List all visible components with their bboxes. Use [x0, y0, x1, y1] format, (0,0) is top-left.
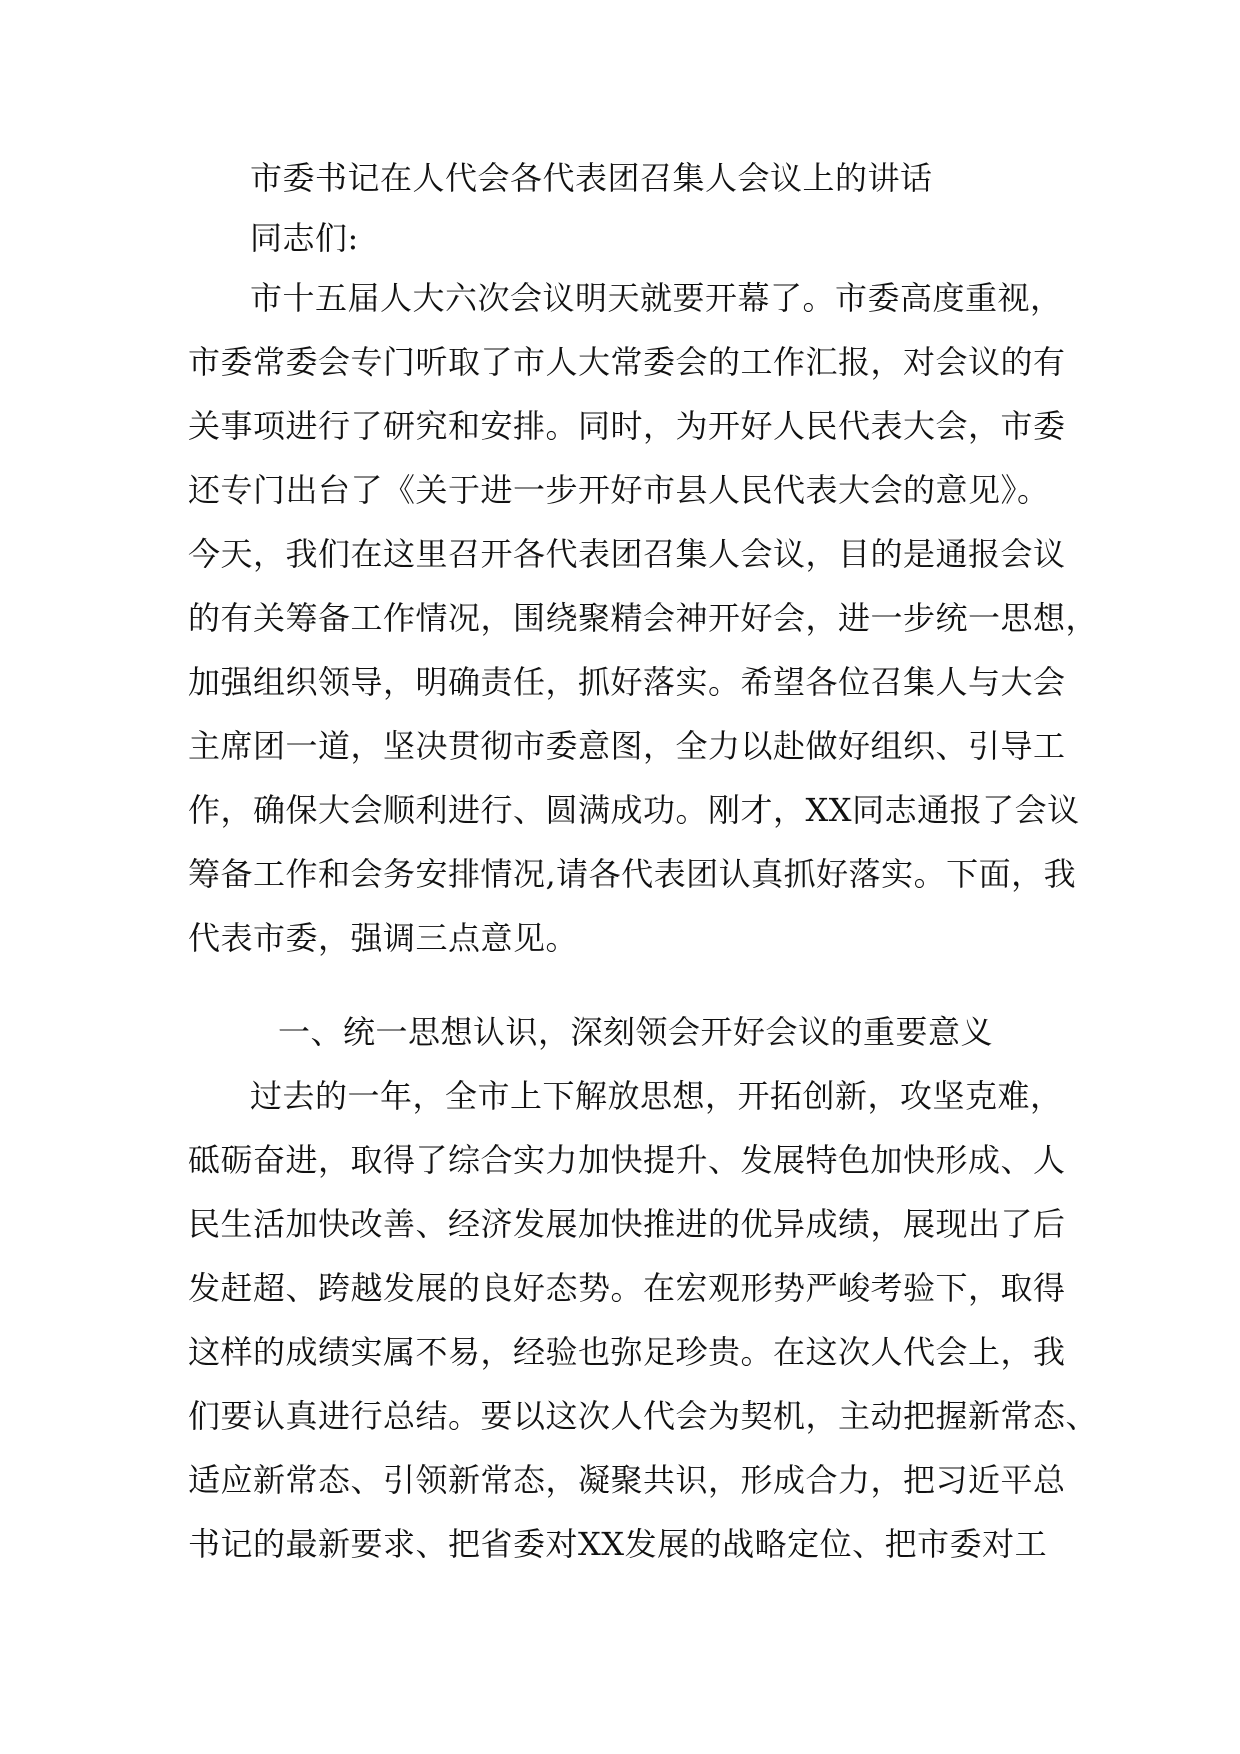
paragraph-line: 筹备工作和会务安排情况,请各代表团认真抓好落实。下面，我 [188, 855, 1077, 893]
paragraph-line: 书记的最新要求、把省委对XX发展的战略定位、把市委对工 [188, 1525, 1048, 1563]
paragraph-line: 加强组织领导，明确责任，抓好落实。希望各位召集人与大会 [188, 663, 1066, 701]
paragraph-line: 代表市委，强调三点意见。 [188, 919, 579, 957]
document-title: 市委书记在人代会各代表团召集人会议上的讲话 [250, 159, 933, 197]
salutation: 同志们: [250, 219, 359, 257]
paragraph-line: 适应新常态、引领新常态，凝聚共识，形成合力，把习近平总 [188, 1461, 1066, 1499]
paragraph-line: 过去的一年，全市上下解放思想，开拓创新，攻坚克难， [250, 1077, 1063, 1115]
paragraph-line: 主席团一道，坚决贯彻市委意图，全力以赴做好组织、引导工 [188, 727, 1066, 765]
paragraph-line: 市委常委会专门听取了市人大常委会的工作汇报，对会议的有 [188, 343, 1066, 381]
paragraph-line: 砥砺奋进，取得了综合实力加快提升、发展特色加快形成、人 [188, 1141, 1066, 1179]
paragraph-line: 关事项进行了研究和安排。同时，为开好人民代表大会，市委 [188, 407, 1066, 445]
paragraph-line: 作，确保大会顺利进行、圆满成功。刚才，XX同志通报了会议 [188, 791, 1080, 829]
paragraph-line: 民生活加快改善、经济发展加快推进的优异成绩，展现出了后 [188, 1205, 1066, 1243]
paragraph-line: 今天，我们在这里召开各代表团召集人会议，目的是通报会议 [188, 535, 1066, 573]
paragraph-line: 市十五届人大六次会议明天就要开幕了。市委高度重视， [250, 279, 1063, 317]
paragraph-line: 还专门出台了《关于进一步开好市县人民代表大会的意见》。 [188, 471, 1050, 509]
paragraph-line: 发赶超、跨越发展的良好态势。在宏观形势严峻考验下，取得 [188, 1269, 1066, 1307]
section-heading: 一、统一思想认识，深刻领会开好会议的重要意义 [278, 1013, 994, 1051]
paragraph-line: 的有关筹备工作情况，围绕聚精会神开好会，进一步统一思想， [188, 599, 1099, 637]
paragraph-line: 这样的成绩实属不易，经验也弥足珍贵。在这次人代会上，我 [188, 1333, 1066, 1371]
paragraph-line: 们要认真进行总结。要以这次人代会为契机，主动把握新常态、 [188, 1397, 1099, 1435]
